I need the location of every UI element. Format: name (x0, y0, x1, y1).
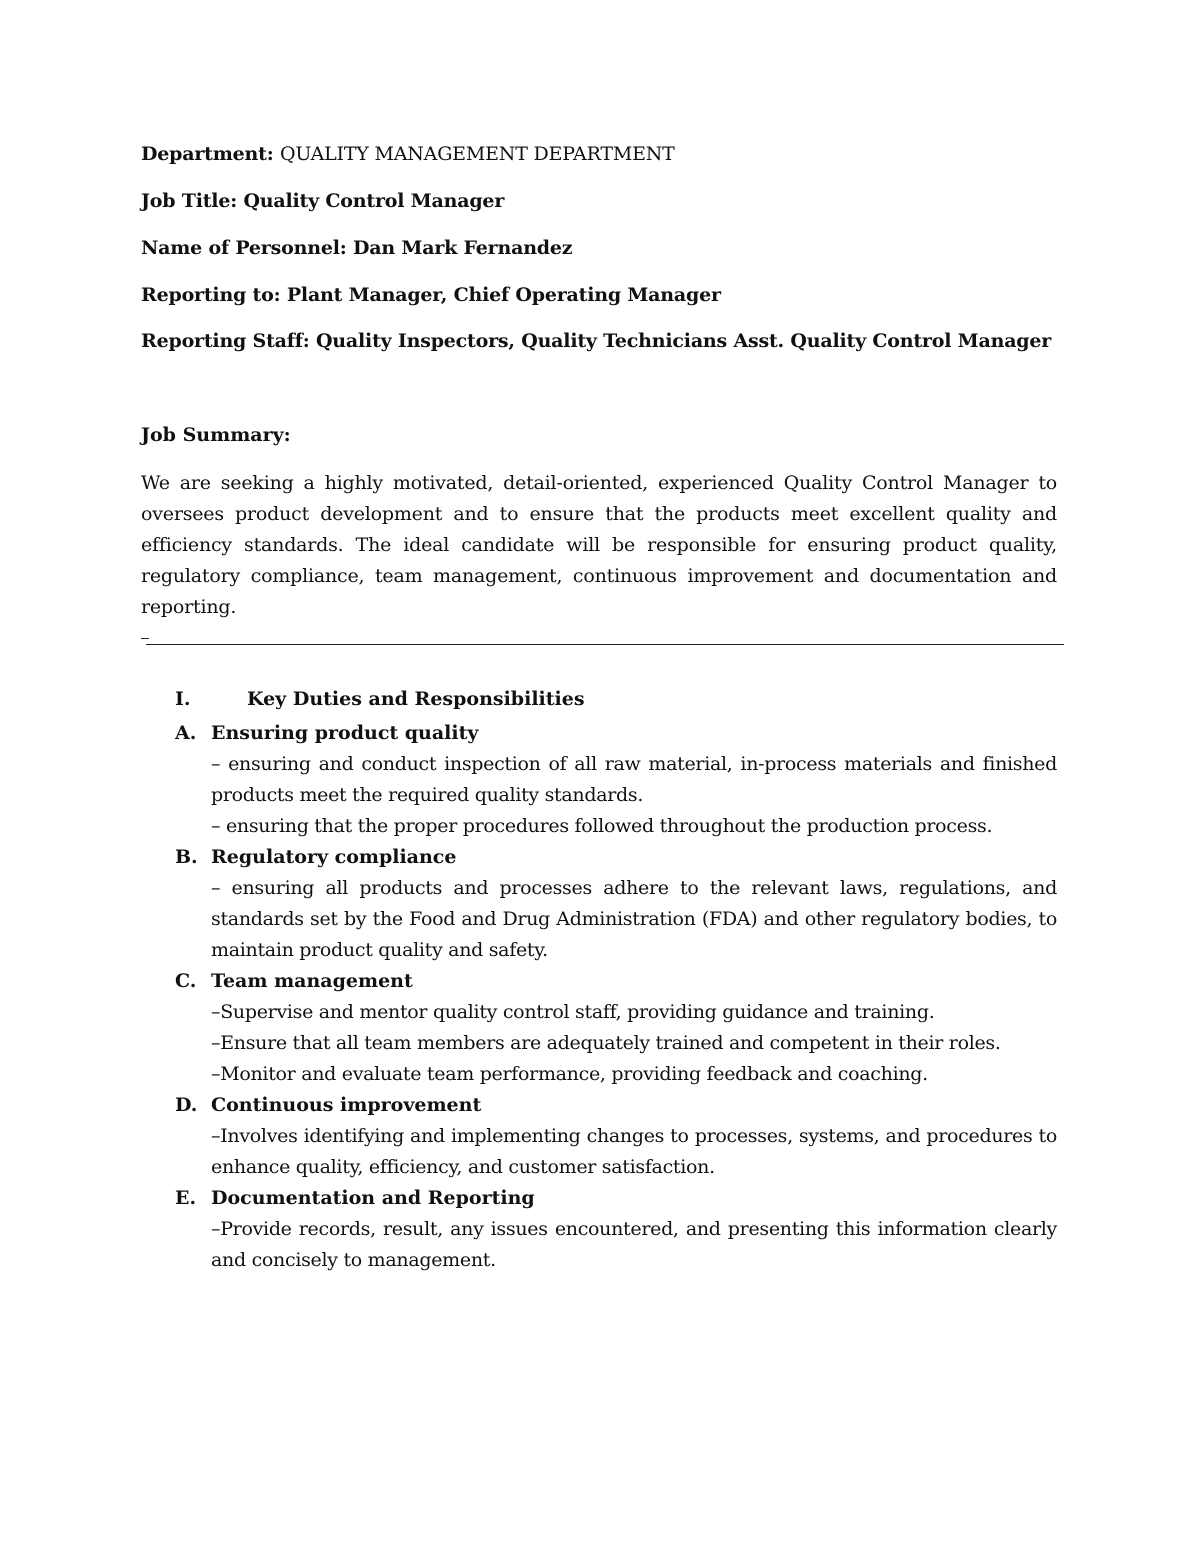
department-value: QUALITY MANAGEMENT DEPARTMENT (279, 143, 675, 165)
reporting-to-label: Reporting to: (141, 284, 281, 306)
duty-item (175, 842, 1057, 966)
reporting-staff-field (141, 330, 1051, 352)
separator-dash (141, 638, 149, 639)
duty-item (175, 1090, 1057, 1183)
personnel-value: Dan Mark Fernandez (352, 237, 573, 259)
job-title-value: Quality Control Manager (243, 190, 505, 212)
job-summary-heading: Job Summary: (141, 424, 291, 446)
section-heading (175, 688, 585, 710)
duty-letter: E. (175, 1187, 197, 1209)
separator-line (146, 644, 1064, 645)
department-field (141, 143, 675, 165)
duty-heading (175, 842, 1057, 873)
duty-line: –Ensure that all team members are adequately trained and competent in their roles. (211, 1032, 1001, 1054)
job-title-label: Job Title: (141, 190, 238, 212)
department-label: Department: (141, 143, 274, 165)
duty-item (175, 1183, 1057, 1276)
duty-line: – ensuring all products and processes adhere to the relevant laws, regulations, and standards set by the Food and Drug Administration (FDA) and other regulatory bodies, to maintain product quality and safety. (211, 877, 1057, 961)
duty-line: – ensuring and conduct inspection of all raw material, in-process materials and finished products meet the required quality standards. (211, 753, 1057, 806)
duty-title: Ensuring product quality (211, 722, 479, 744)
reporting-staff-value: Quality Inspectors, Quality Technicians Asst. Quality Control Manager (315, 330, 1052, 352)
duty-line: – ensuring that the proper procedures followed throughout the production process. (211, 815, 993, 837)
duty-line: –Monitor and evaluate team performance, providing feedback and coaching. (211, 1063, 928, 1085)
duty-heading (175, 966, 1057, 997)
duty-item (175, 966, 1057, 1090)
duty-heading (175, 718, 1057, 749)
duty-line: –Supervise and mentor quality control staff, providing guidance and training. (211, 1001, 935, 1023)
section-title: Key Duties and Responsibilities (247, 688, 585, 710)
job-summary-body: We are seeking a highly motivated, detail-oriented, experienced Quality Control Manager to oversees product development and to ensure that the products meet excellent quality and efficiency standards. The ideal candidate will be responsible for ensuring product quality, regulatory compliance, team management, continuous improvement and documentation and reporting. (141, 472, 1057, 618)
personnel-label: Name of Personnel: (141, 237, 347, 259)
duty-letter: B. (175, 846, 198, 868)
duty-line: –Provide records, result, any issues encountered, and presenting this information clearly and concisely to management. (211, 1218, 1057, 1271)
duty-title: Regulatory compliance (211, 846, 457, 868)
duty-letter: A. (175, 722, 197, 744)
section-number: I. (175, 688, 191, 710)
duty-heading (175, 1183, 1057, 1214)
duty-heading (175, 1090, 1057, 1121)
personnel-field (141, 237, 572, 259)
job-title-field (141, 190, 504, 212)
duties-list (175, 718, 1057, 1276)
duty-letter: C. (175, 970, 197, 992)
duty-title: Documentation and Reporting (211, 1187, 535, 1209)
reporting-staff-label: Reporting Staff: (141, 330, 310, 352)
duty-item (175, 718, 1057, 842)
reporting-to-value: Plant Manager, Chief Operating Manager (286, 284, 721, 306)
duty-line: –Involves identifying and implementing changes to processes, systems, and procedures to enhance quality, efficiency, and customer satisfaction. (211, 1125, 1057, 1178)
duty-letter: D. (175, 1094, 198, 1116)
duty-title: Continuous improvement (211, 1094, 482, 1116)
reporting-to-field (141, 284, 721, 306)
duty-title: Team management (211, 970, 413, 992)
